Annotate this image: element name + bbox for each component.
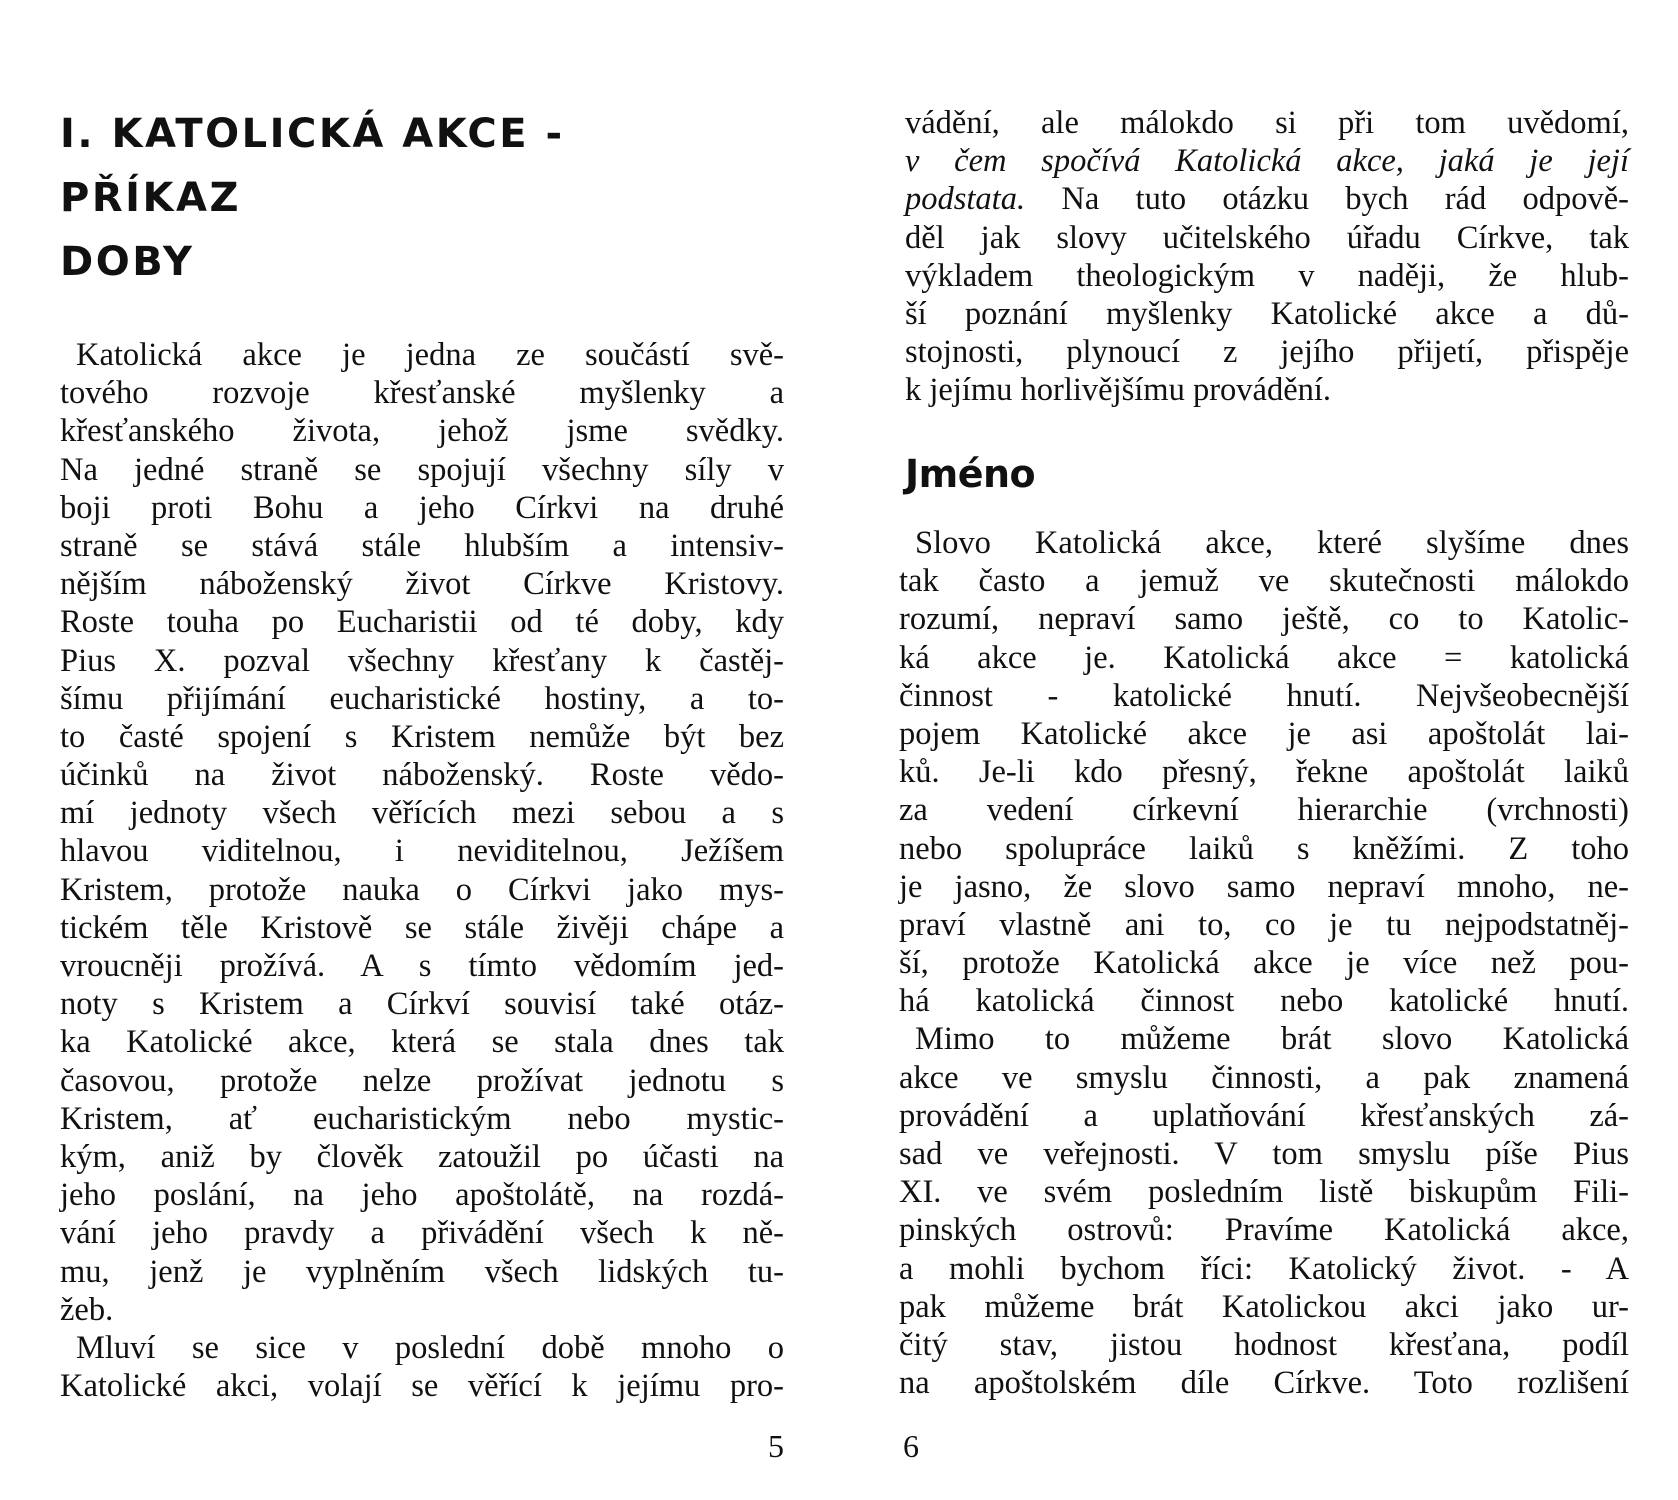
text-line: vádění, ale málokdo si při tom uvědomí, xyxy=(905,105,1629,141)
text-line: za vedení církevní hierarchie (vrchnosti) xyxy=(899,792,1629,829)
text-line: nějším náboženský život Církve Kristovy. xyxy=(60,566,784,603)
text-line: k jejímu horlivějšímu provádění. xyxy=(905,372,1332,409)
text-line: tového rozvoje křesťanské myšlenky a xyxy=(60,375,784,412)
text-line: pinských ostrovů: Pravíme Katolická akce, xyxy=(899,1212,1629,1249)
text-line: Kristem, ať eucharistickým nebo mystic- xyxy=(60,1100,784,1137)
text-line-with-italic xyxy=(905,142,1629,180)
text-line: nebo spolupráce laiků s kněžími. Z toho xyxy=(899,830,1629,867)
chapter-title-line: DOBY xyxy=(60,239,195,285)
text-line: Mluví se sice v poslední době mnoho o xyxy=(76,1329,784,1366)
italic-phrase: v čem spočívá Katolická akce, jaká je její xyxy=(905,143,1629,180)
text-line: jeho poslání, na jeho apoštolátě, na rozdá- xyxy=(60,1177,784,1214)
text-line: činnost - katolické hnutí. Nejvšeobecnější xyxy=(899,677,1629,714)
text-line: děl jak slovy učitelského úřadu Církve, tak xyxy=(905,219,1629,256)
text-line: vroucněji prožívá. A s tímto vědomím jed- xyxy=(60,948,784,984)
text-line: kým, aniž by člověk zatoužil po účasti na xyxy=(60,1138,784,1175)
text-line: tickém těle Kristově se stále živěji chápe a xyxy=(60,909,784,946)
section-heading: Jméno xyxy=(905,452,1036,496)
text-line: XI. ve svém posledním listě biskupům Fili- xyxy=(899,1174,1629,1211)
left-body-text xyxy=(60,336,784,1405)
text-line: hlavou viditelnou, i neviditelnou, Ježíšem xyxy=(60,833,784,870)
text-line: provádění a uplatňování křesťanských zá- xyxy=(899,1097,1629,1134)
page-number: 5 xyxy=(768,1428,784,1464)
text-line: mu, jenž je vyplněním všech lidských tu- xyxy=(60,1253,784,1290)
text-line: výkladem theologickým v naději, že hlub- xyxy=(905,257,1629,294)
text-line: ší, protože Katolická akce je více než pou- xyxy=(899,945,1629,982)
chapter-title xyxy=(60,102,760,294)
text-line: Na jedné straně se spojují všechny síly v xyxy=(60,451,784,488)
text-line: časovou, protože nelze prožívat jednotu s xyxy=(60,1062,784,1099)
text-line: há katolická činnost nebo katolické hnutí. xyxy=(899,983,1629,1020)
text-fragment: Na tuto otázku bych rád odpově- xyxy=(1061,181,1629,218)
right-page xyxy=(839,0,1678,1500)
text-line: boji proti Bohu a jeho Církvi na druhé xyxy=(60,489,784,526)
text-line: rozumí, nepraví samo ještě, co to Katolic- xyxy=(899,601,1629,638)
text-line: ků. Je-li kdo přesný, řekne apoštolát laiků xyxy=(899,754,1629,791)
text-line: na apoštolském díle Církve. Toto rozlišení xyxy=(899,1365,1629,1402)
text-line: ká akce je. Katolická akce = katolická xyxy=(899,639,1629,676)
italic-phrase: podstata. xyxy=(905,181,1026,218)
text-line: Katolické akci, volají se věřící k jejímu pro- xyxy=(60,1368,784,1405)
text-line: sad ve veřejnosti. V tom smyslu píše Pius xyxy=(899,1136,1629,1172)
text-line: noty s Kristem a Církví souvisí také otáz- xyxy=(60,986,784,1023)
text-line: účinků na život náboženský. Roste vědo- xyxy=(60,757,784,794)
text-line: šímu přijímání eucharistické hostiny, a to- xyxy=(60,680,784,717)
text-line: Pius X. pozval všechny křesťany k častěj- xyxy=(60,642,784,679)
text-line: ší poznání myšlenky Katolické akce a dů- xyxy=(905,295,1629,332)
text-line: je jasno, že slovo samo nepraví mnoho, ne- xyxy=(899,868,1629,905)
text-line: vání jeho pravdy a přivádění všech k ně- xyxy=(60,1215,784,1252)
text-line: Katolická akce je jedna ze součástí svě- xyxy=(76,337,784,373)
text-line: křesťanského života, jehož jsme svědky. xyxy=(60,413,784,450)
text-line-with-italic xyxy=(905,180,1629,218)
text-line: a mohli bychom říci: Katolický život. - A xyxy=(899,1250,1629,1287)
text-line: Slovo Katolická akce, které slyšíme dnes xyxy=(915,525,1629,561)
text-line: pojem Katolické akce je asi apoštolát lai- xyxy=(899,715,1629,752)
text-line: Roste touha po Eucharistii od té doby, kdy xyxy=(60,604,784,641)
text-line: čitý stav, jistou hodnost křesťana, podíl xyxy=(899,1326,1629,1363)
text-line: praví vlastně ani to, co je tu nejpodstatněj- xyxy=(899,906,1629,943)
text-line: ka Katolické akce, která se stala dnes tak xyxy=(60,1024,784,1061)
text-line: Kristem, protože nauka o Církvi jako mys- xyxy=(60,871,784,908)
text-line: žeb. xyxy=(60,1291,114,1328)
page-number: 6 xyxy=(903,1428,919,1464)
text-line: pak můžeme brát Katolickou akci jako ur- xyxy=(899,1288,1629,1325)
text-line: stojnosti, plynoucí z jejího přijetí, přispěje xyxy=(905,334,1629,371)
text-line: Mimo to můžeme brát slovo Katolická xyxy=(915,1021,1629,1058)
text-line: tak často a jemuž ve skutečnosti málokdo xyxy=(899,563,1629,600)
chapter-title-line: I. KATOLICKÁ AKCE - PŘÍKAZ xyxy=(60,111,565,221)
text-line: straně se stává stále hlubším a intensiv- xyxy=(60,527,784,564)
right-section-text xyxy=(899,524,1629,1402)
text-line: to časté spojení s Kristem nemůže být bez xyxy=(60,718,784,755)
text-line: akce ve smyslu činnosti, a pak znamená xyxy=(899,1059,1629,1096)
text-line: mí jednoty všech věřících mezi sebou a s xyxy=(60,795,784,832)
right-top-text xyxy=(905,104,1629,410)
